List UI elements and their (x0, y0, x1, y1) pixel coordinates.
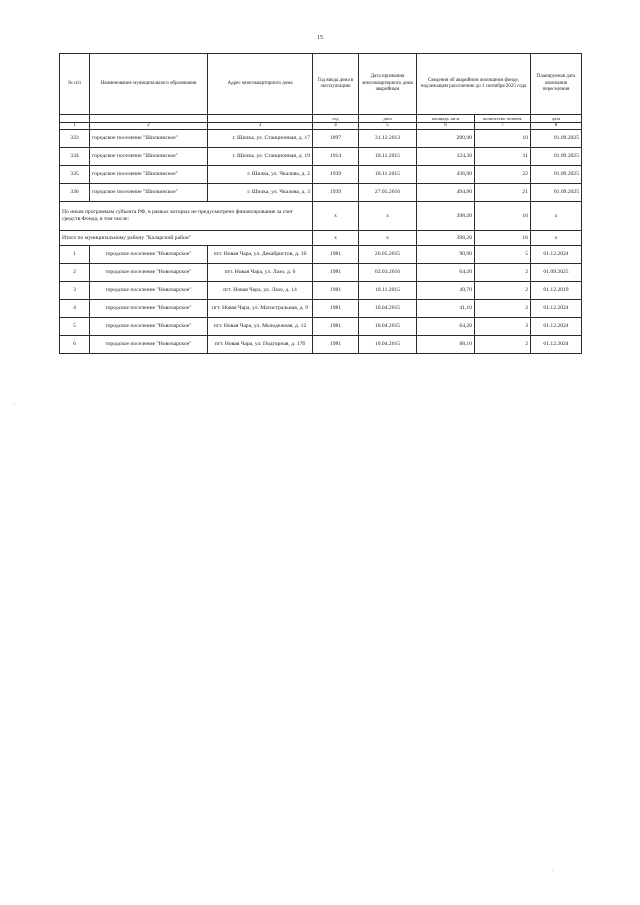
cell-year: 1939 (313, 166, 359, 184)
cell-people: 22 (475, 166, 531, 184)
cell-planned: 01.09.2025 (531, 166, 582, 184)
cell-area: 49,70 (417, 282, 475, 300)
table-row (60, 336, 582, 354)
table-row (60, 148, 582, 166)
cell-address: пгт. Новая Чара, ул. Подгорная, д. 17б (208, 336, 313, 354)
cell-people: 11 (475, 148, 531, 166)
cell-num: 6 (60, 336, 90, 354)
cell-num: 335 (60, 166, 90, 184)
cell-area: 41,10 (417, 300, 475, 318)
table-row (60, 166, 582, 184)
table-row (60, 318, 582, 336)
cell-municipality: городское поселение "Новочарское" (90, 264, 208, 282)
column-number: 6 (417, 123, 475, 130)
cell-date: 10.04.2015 (359, 336, 417, 354)
summary-area: 398,20 (417, 231, 475, 246)
cell-area: 124,30 (417, 148, 475, 166)
cell-municipality: городское поселение "Новочарское" (90, 246, 208, 264)
column-number: 5 (359, 123, 417, 130)
summary-date: х (359, 231, 417, 246)
cell-year: 1981 (313, 300, 359, 318)
cell-address: г. Шилка, ул. Чкалова, д. 3 (208, 184, 313, 202)
summary-date: х (359, 202, 417, 231)
cell-num: 3 (60, 282, 90, 300)
cell-municipality: городское поселение "Новочарское" (90, 282, 208, 300)
cell-address: г. Шилка, ул. Станционная, д. 19 (208, 148, 313, 166)
cell-planned: 01.12.2024 (531, 300, 582, 318)
cell-planned: 01.09.2025 (531, 264, 582, 282)
cell-address: пгт. Новая Чара, ул. Лазо, д. 14 (208, 282, 313, 300)
header-municipality: Наименование муниципального образования (90, 54, 208, 115)
cell-municipality: городское поселение "Новочарское" (90, 318, 208, 336)
header-num: № п/п (60, 54, 90, 115)
table-row (60, 130, 582, 148)
header-year: Год ввода дома в эксплуатацию (313, 54, 359, 115)
table-row (60, 300, 582, 318)
cell-year: 1981 (313, 336, 359, 354)
cell-date: 02.03.2016 (359, 264, 417, 282)
cell-date: 31.12.2013 (359, 130, 417, 148)
table-row (60, 282, 582, 300)
cell-municipality: городское поселение "Шилкинское" (90, 166, 208, 184)
cell-planned: 01.09.2025 (531, 130, 582, 148)
cell-address: пгт. Новая Чара, ул. Магистральная, д. 9 (208, 300, 313, 318)
column-number: 7 (475, 123, 531, 130)
cell-address: пгт. Новая Чара, ул. Декабристов, д. 10 (208, 246, 313, 264)
summary-people: 16 (475, 202, 531, 231)
housing-table (59, 53, 582, 354)
cell-people: 10 (475, 130, 531, 148)
cell-planned: 01.12.2024 (531, 246, 582, 264)
cell-area: 64,20 (417, 318, 475, 336)
cell-area: 200,90 (417, 130, 475, 148)
cell-people: 21 (475, 184, 531, 202)
cell-num: 333 (60, 130, 90, 148)
header-planned-date: Планируемая дата окончания переселения (531, 54, 582, 115)
summary-area: 398,20 (417, 202, 475, 231)
header-date-recognized: Дата признания многоквартирного дома аварийным (359, 54, 417, 115)
cell-municipality: городское поселение "Шилкинское" (90, 148, 208, 166)
summary-people: 16 (475, 231, 531, 246)
cell-address: пгт. Новая Чара, ул. Лазо, д. 6 (208, 264, 313, 282)
column-number: 3 (208, 123, 313, 130)
cell-municipality: городское поселение "Новочарское" (90, 300, 208, 318)
cell-date: 27.05.2016 (359, 184, 417, 202)
cell-year: 1981 (313, 282, 359, 300)
header-fund-info: Сведения об аварийном жилищном фонде, подлежащем расселению до 1 сентября 2025 года (417, 54, 531, 115)
cell-people: 2 (475, 300, 531, 318)
table-row (60, 264, 582, 282)
scan-mark: . (552, 868, 554, 873)
column-number: 1 (60, 123, 90, 130)
unit-people: количество человек (475, 115, 531, 123)
cell-area: 64,20 (417, 264, 475, 282)
column-number: 4 (313, 123, 359, 130)
cell-date: 18.11.2015 (359, 166, 417, 184)
summary-label: Итого по муниципальному району "Каларский район" (60, 231, 313, 246)
summary-label: По иным программам субъекта РФ, в рамках которых не предусмотрено финансирование за счет средств Фонда, в том числе: (60, 202, 313, 231)
cell-people: 3 (475, 318, 531, 336)
cell-date: 18.11.2015 (359, 282, 417, 300)
cell-address: г. Шилка, ул. Чкалова, д. 2 (208, 166, 313, 184)
cell-num: 4 (60, 300, 90, 318)
cell-people: 5 (475, 246, 531, 264)
unit-year: год (313, 115, 359, 123)
summary-year: х (313, 231, 359, 246)
table-row (60, 246, 582, 264)
scan-mark: ' (14, 404, 15, 409)
cell-date: 10.04.2015 (359, 300, 417, 318)
cell-area: 436,90 (417, 166, 475, 184)
cell-municipality: городское поселение "Шилкинское" (90, 184, 208, 202)
table-header (60, 54, 582, 130)
cell-area: 494,90 (417, 184, 475, 202)
cell-year: 1897 (313, 130, 359, 148)
cell-people: 2 (475, 282, 531, 300)
cell-date: 26.05.2015 (359, 246, 417, 264)
cell-planned: 01.12.2019 (531, 282, 582, 300)
summary-planned: х (531, 202, 582, 231)
cell-people: 2 (475, 336, 531, 354)
column-numbers-row (60, 123, 582, 130)
cell-year: 1939 (313, 184, 359, 202)
cell-num: 336 (60, 184, 90, 202)
cell-year: 1981 (313, 264, 359, 282)
cell-date: 18.11.2015 (359, 148, 417, 166)
units-row (60, 115, 582, 123)
summary-year: х (313, 202, 359, 231)
unit-area: площадь, кв.м (417, 115, 475, 123)
cell-year: 1914 (313, 148, 359, 166)
cell-num: 2 (60, 264, 90, 282)
page-number: 15 (317, 35, 323, 41)
cell-municipality: городское поселение "Новочарское" (90, 336, 208, 354)
cell-planned: 01.09.2025 (531, 184, 582, 202)
cell-num: 5 (60, 318, 90, 336)
cell-address: пгт. Новая Чара, ул. Молодежная, д. 12 (208, 318, 313, 336)
summary-row-other-programs (60, 202, 582, 231)
cell-planned: 01.12.2024 (531, 318, 582, 336)
unit-date: дата (359, 115, 417, 123)
cell-planned: 01.09.2025 (531, 148, 582, 166)
summary-planned: х (531, 231, 582, 246)
cell-num: 1 (60, 246, 90, 264)
cell-num: 334 (60, 148, 90, 166)
cell-area: 90,90 (417, 246, 475, 264)
column-number: 8 (531, 123, 582, 130)
cell-area: 88,10 (417, 336, 475, 354)
cell-date: 10.04.2015 (359, 318, 417, 336)
cell-year: 1981 (313, 246, 359, 264)
cell-address: г. Шилка, ул. Станционная, д. 17 (208, 130, 313, 148)
column-number: 2 (90, 123, 208, 130)
unit-planned: дата (531, 115, 582, 123)
cell-municipality: городское поселение "Шилкинское" (90, 130, 208, 148)
table-row (60, 184, 582, 202)
summary-row-district (60, 231, 582, 246)
cell-people: 2 (475, 264, 531, 282)
cell-year: 1981 (313, 318, 359, 336)
table-body (60, 130, 582, 354)
header-address: Адрес многоквартирного дома (208, 54, 313, 115)
cell-planned: 01.12.2024 (531, 336, 582, 354)
